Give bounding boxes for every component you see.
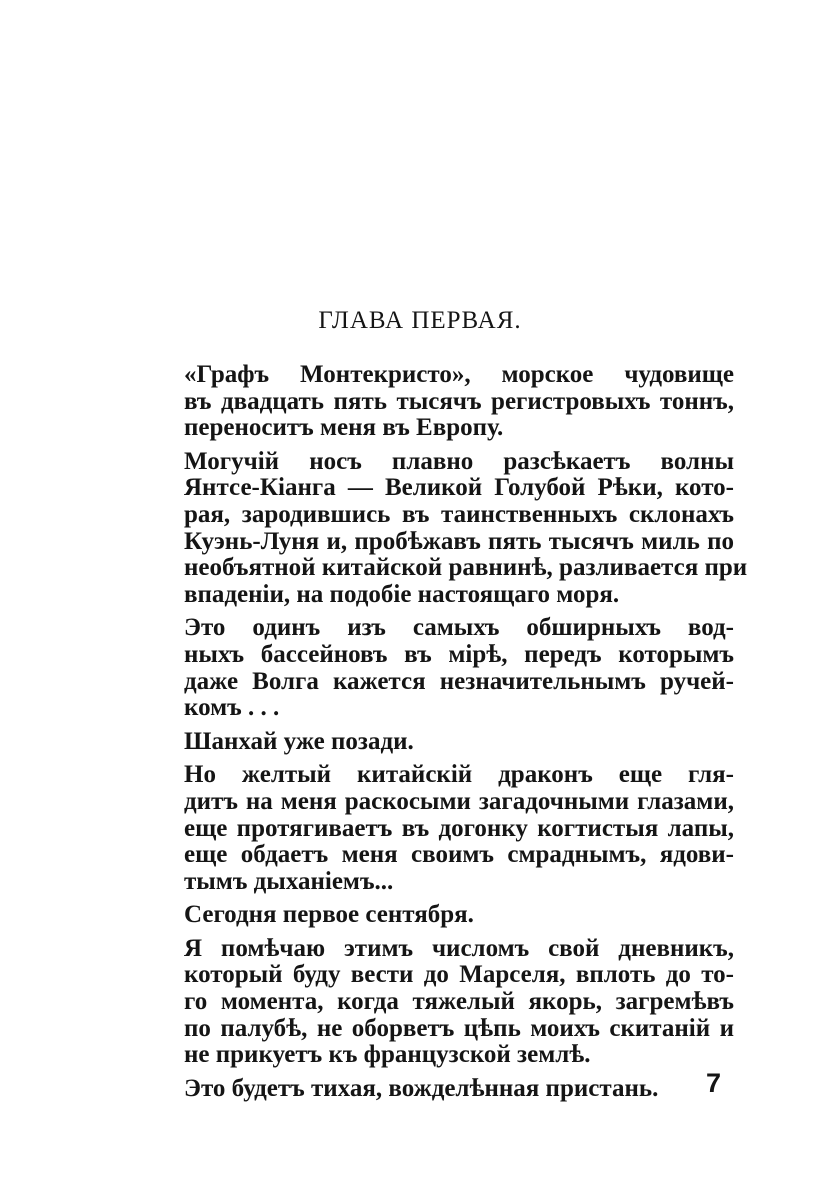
text-line: Это будетъ тихая, вожделѣнная пристань. xyxy=(184,1074,659,1102)
paragraph xyxy=(124,1076,734,1103)
text-line: рая, зародившись въ таинственныхъ склонахъ xyxy=(184,500,734,528)
text-line: тымъ дыханіемъ... xyxy=(184,867,394,895)
text-line: Янтсе-Кіанга — Великой Голубой Рѣки, кото- xyxy=(184,474,734,502)
page-number: 7 xyxy=(706,1068,722,1098)
text-line: переноситъ меня въ Европу. xyxy=(184,414,504,442)
text-line: ныхъ бассейновъ въ мірѣ, передъ которымъ xyxy=(184,640,734,668)
text-line: Но желтый китайскій драконъ еще гля- xyxy=(184,761,734,789)
text-line: дитъ на меня раскосыми загадочными глазами, xyxy=(184,787,734,815)
text-line: впаденіи, на подобіе настоящаго моря. xyxy=(184,580,620,608)
text-line: Сегодня первое сентября. xyxy=(184,901,474,929)
text-line: Куэнь-Луня и, пробѣжавъ пять тысячъ миль по xyxy=(184,527,734,555)
paragraph xyxy=(124,729,734,756)
chapter-title: ГЛАВА ПЕРВАЯ. xyxy=(318,307,522,334)
text-line: Шанхай уже позади. xyxy=(184,727,414,755)
text-line: «Графъ Монтекристо», морское чудовище xyxy=(184,361,734,388)
text-line: Это одинъ изъ самыхъ обширныхъ вод- xyxy=(184,614,734,642)
paragraph xyxy=(124,762,734,895)
text-line: комъ . . . xyxy=(184,694,280,722)
text-line: не прикуетъ къ французской землѣ. xyxy=(184,1041,591,1069)
paragraph xyxy=(124,362,734,442)
text-line: Могучій носъ плавно разсѣкаетъ волны xyxy=(184,447,734,475)
text-line: го момента, когда тяжелый якорь, загремѣвъ xyxy=(184,988,734,1016)
text-line: по палубѣ, не оборветъ цѣпь моихъ скитаній и xyxy=(184,1014,734,1042)
chapter-body xyxy=(124,361,748,1109)
text-line: въ двадцать пять тысячъ регистровыхъ тоннъ, xyxy=(184,387,734,415)
text-line: еще протягиваетъ въ догонку когтистыя лапы, xyxy=(184,814,734,842)
text-line: который буду вести до Марселя, вплоть до то- xyxy=(184,961,734,989)
paragraph xyxy=(124,447,748,609)
paragraph xyxy=(124,615,734,721)
text-line: Я помѣчаю этимъ числомъ свой дневникъ, xyxy=(184,934,734,962)
paragraph xyxy=(124,936,734,1069)
paragraph xyxy=(124,902,734,929)
text-line: еще обдаетъ меня своимъ смраднымъ, ядови- xyxy=(184,841,734,869)
text-line: даже Волга кажется незначительнымъ ручей- xyxy=(184,667,734,695)
text-line: необъятной китайской равнинѣ, разливается при xyxy=(184,554,748,582)
